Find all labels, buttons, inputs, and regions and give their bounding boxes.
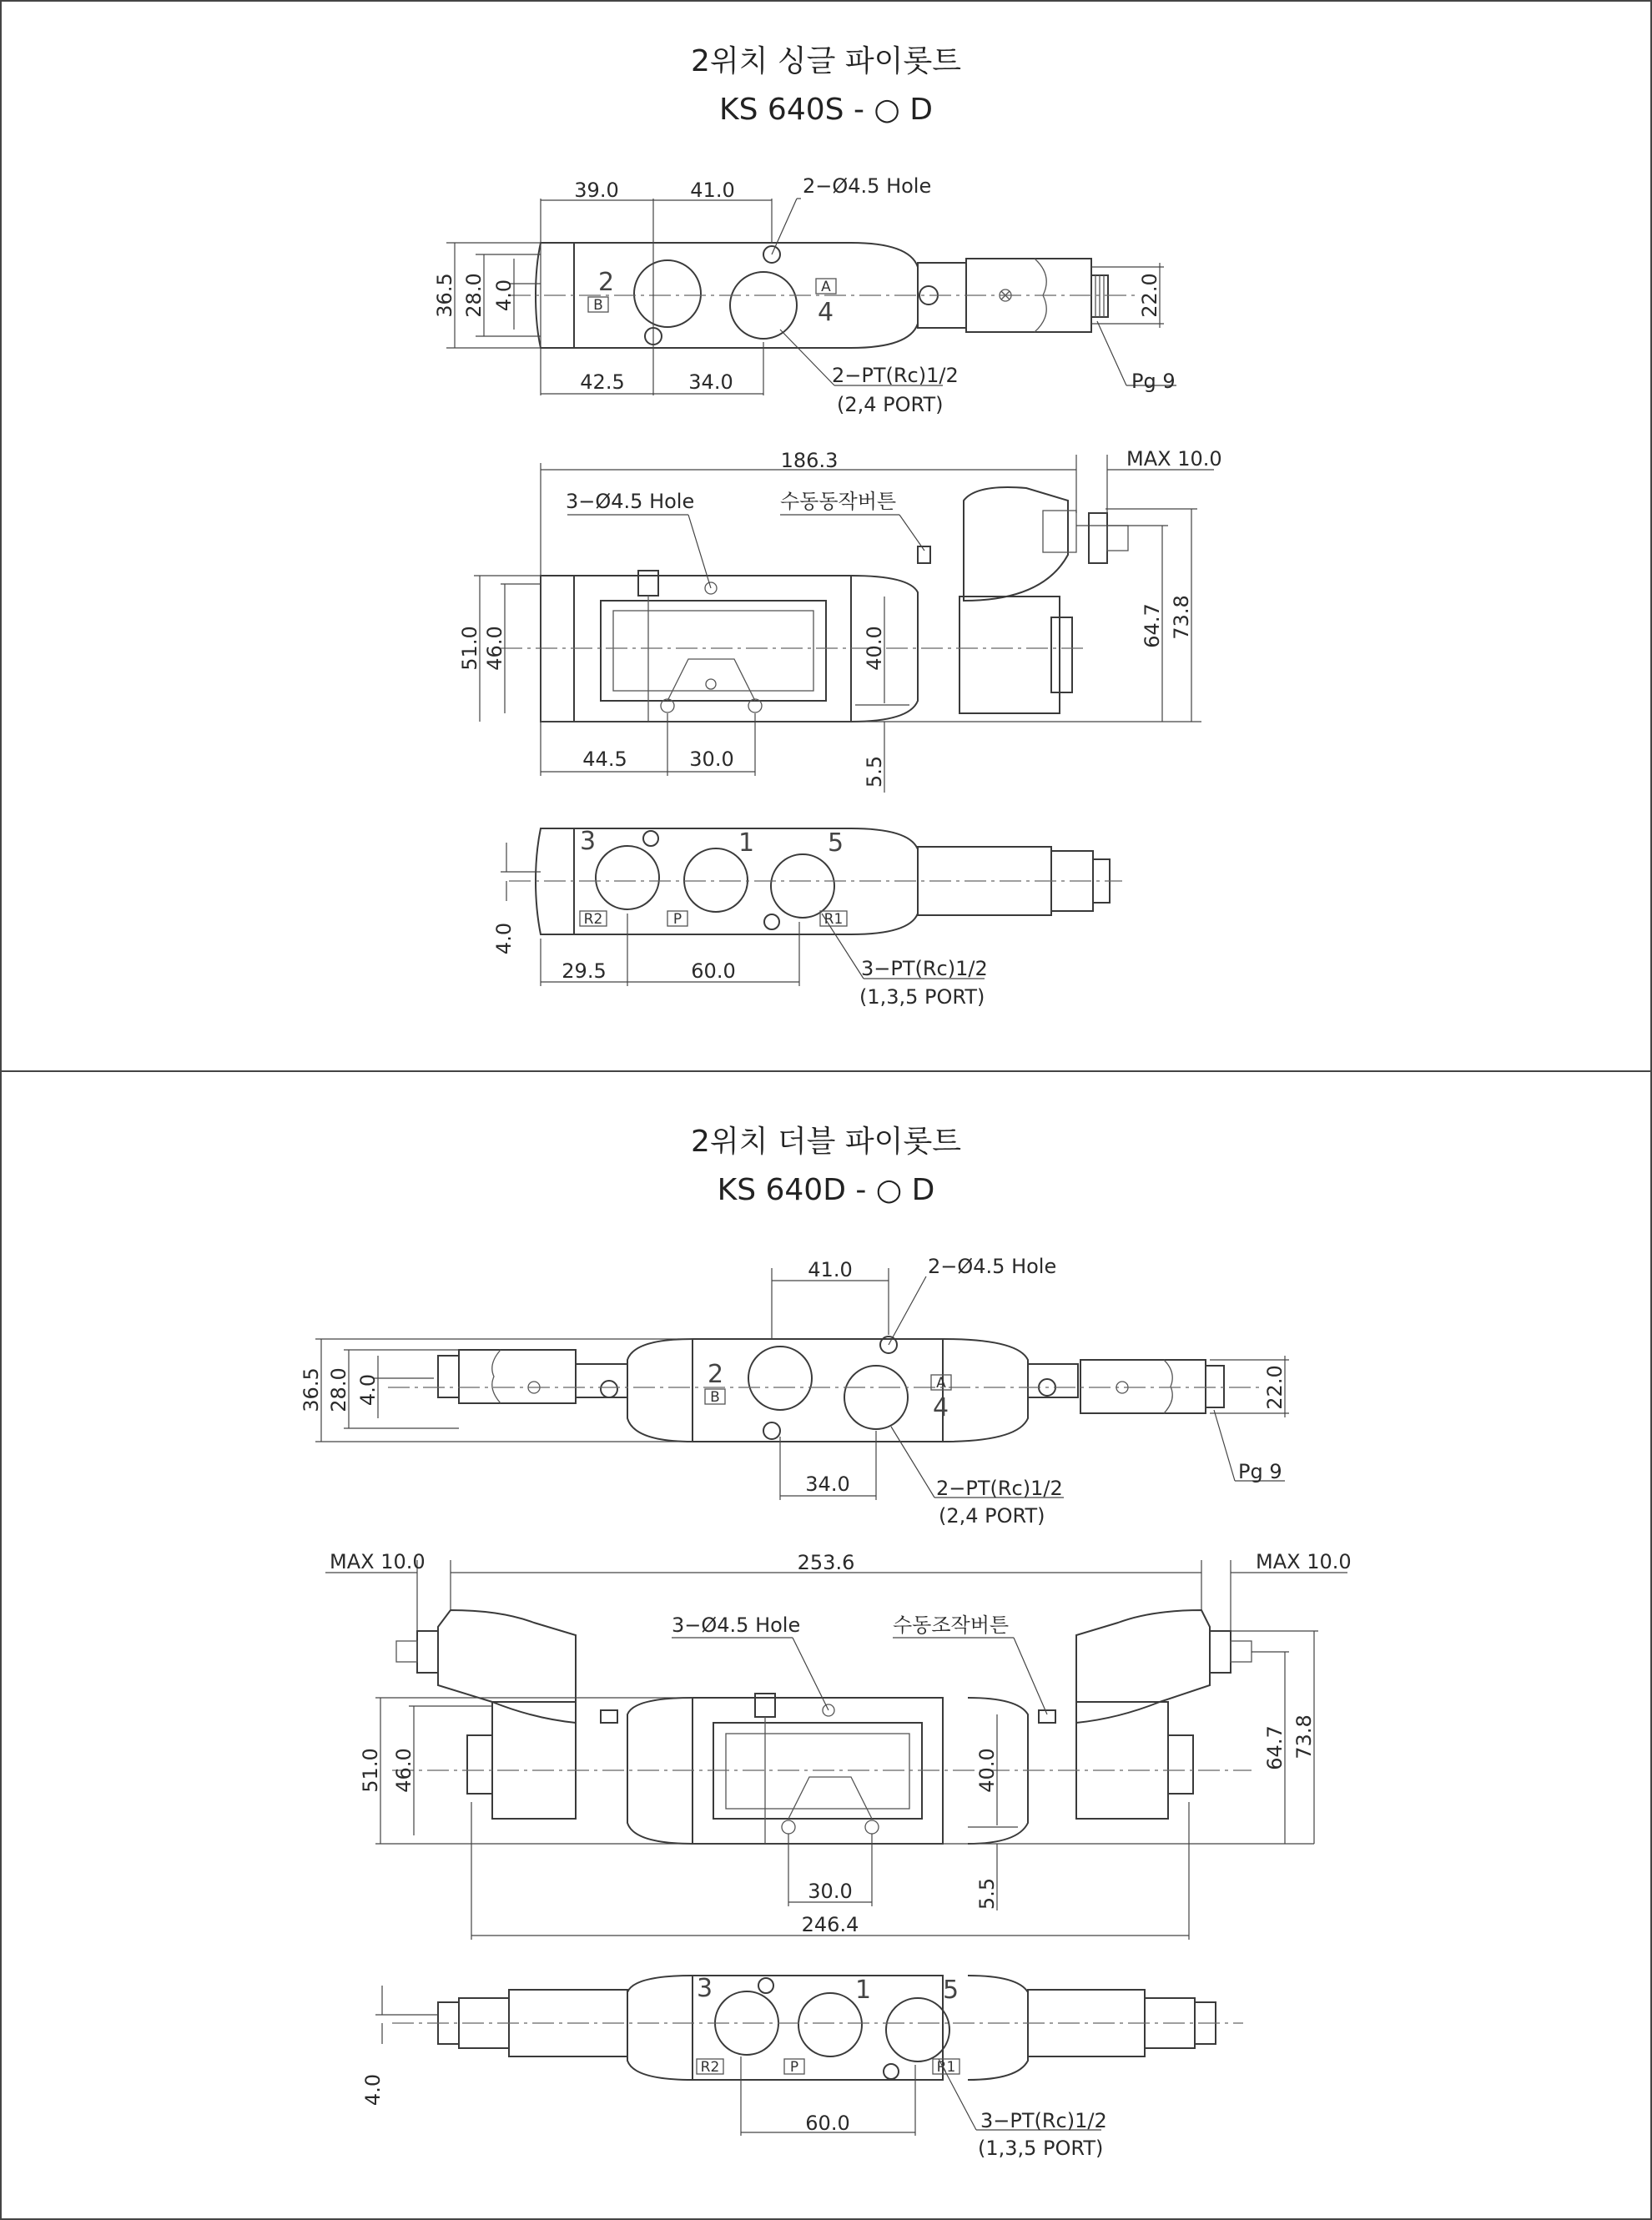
dim-41: 41.0 bbox=[808, 1258, 853, 1281]
port-label-4: 4 bbox=[818, 298, 834, 327]
hole bbox=[643, 831, 658, 846]
port-tag-b-text: B bbox=[710, 1389, 720, 1406]
single-bottom-port-5 bbox=[771, 854, 834, 918]
screw-icon bbox=[601, 1381, 617, 1397]
single-side-pin bbox=[638, 571, 658, 596]
dim-29-5: 29.5 bbox=[562, 959, 607, 983]
single-side-connector bbox=[964, 487, 1068, 601]
dim-36-5: 36.5 bbox=[300, 1367, 323, 1412]
dim-4: 4.0 bbox=[492, 922, 516, 955]
double-bottom-port-1 bbox=[798, 1993, 862, 2056]
hole bbox=[884, 2064, 899, 2079]
double-side-hole-note: 3−Ø4.5 Hole bbox=[672, 1613, 801, 1637]
dim-34: 34.0 bbox=[688, 370, 733, 394]
double-bottom-port-note: 3−PT(Rc)1/2 bbox=[980, 2109, 1107, 2132]
double-top-gland-right bbox=[1206, 1366, 1224, 1407]
double-side-manual-note: 수동조작버튼 bbox=[893, 1613, 1010, 1637]
double-side-coil-right bbox=[1076, 1702, 1168, 1819]
leader bbox=[891, 1427, 934, 1498]
single-side-lamp bbox=[1051, 617, 1072, 692]
port-tag-r2-text: R2 bbox=[700, 2059, 720, 2076]
single-bottom-port-1 bbox=[684, 848, 748, 912]
double-top-pilot-right bbox=[943, 1339, 1028, 1442]
dim-42-5: 42.5 bbox=[580, 370, 625, 394]
single-top-view bbox=[433, 174, 1176, 416]
hole bbox=[706, 679, 716, 689]
hole bbox=[758, 1978, 773, 1993]
double-top-port-2 bbox=[748, 1347, 812, 1410]
port-tag-a-text: A bbox=[936, 1375, 946, 1392]
port-label-3: 3 bbox=[697, 1974, 713, 2003]
dim-4: 4.0 bbox=[356, 1373, 380, 1407]
hole bbox=[763, 1422, 780, 1439]
double-bottom-port-note2: (1,3,5 PORT) bbox=[978, 2137, 1104, 2160]
cable bbox=[396, 1641, 417, 1662]
single-top-port-2 bbox=[634, 260, 701, 327]
single-model: KS 640S - ○ D bbox=[719, 93, 933, 127]
port-label-1: 1 bbox=[855, 1976, 872, 2005]
port-tag-r2-text: R2 bbox=[583, 911, 603, 928]
curve bbox=[492, 1350, 501, 1403]
double-pilot-section bbox=[300, 1125, 1352, 2160]
single-side-coil bbox=[959, 597, 1060, 713]
double-bottom-port-5 bbox=[886, 1998, 949, 2061]
double-side-spool-shape bbox=[788, 1777, 872, 1819]
double-title: 2위치 더블 파이롯트 bbox=[691, 1125, 961, 1159]
dim-64-7: 64.7 bbox=[1263, 1725, 1287, 1770]
port-label-1: 1 bbox=[738, 828, 755, 858]
port-label-5: 5 bbox=[828, 828, 844, 858]
leader bbox=[688, 515, 711, 588]
dim-max-10: MAX 10.0 bbox=[1126, 447, 1222, 471]
leader bbox=[889, 1276, 926, 1345]
dim-5-5: 5.5 bbox=[863, 755, 886, 788]
single-bottom-port-note2: (1,3,5 PORT) bbox=[859, 985, 985, 1009]
dim-5-5: 5.5 bbox=[975, 1877, 999, 1910]
dim-22: 22.0 bbox=[1263, 1365, 1287, 1410]
dim-64-7: 64.7 bbox=[1141, 603, 1164, 648]
double-side-coil-left bbox=[492, 1702, 576, 1819]
dim-41: 41.0 bbox=[690, 179, 735, 202]
dim-4: 4.0 bbox=[492, 279, 516, 312]
double-top-port-4 bbox=[844, 1366, 908, 1429]
double-top-port-note: 2−PT(Rc)1/2 bbox=[936, 1477, 1063, 1500]
leader bbox=[1214, 1410, 1235, 1481]
hole bbox=[782, 1820, 795, 1834]
hole bbox=[865, 1820, 879, 1834]
dim-60: 60.0 bbox=[691, 959, 736, 983]
single-side-manual-note: 수동동작버튼 bbox=[780, 490, 897, 513]
dim-253-6: 253.6 bbox=[797, 1551, 855, 1574]
single-bottom-port-note: 3−PT(Rc)1/2 bbox=[861, 957, 988, 980]
port-tag-b-text: B bbox=[593, 297, 603, 314]
port-tag-a-text: A bbox=[821, 279, 831, 295]
dim-4: 4.0 bbox=[361, 2073, 385, 2107]
port-tag-r1-text: R1 bbox=[936, 2059, 956, 2076]
single-side-manual-btn bbox=[918, 546, 930, 563]
single-side-cable bbox=[1107, 526, 1128, 551]
double-top-view bbox=[300, 1255, 1289, 1528]
single-bottom-port-3 bbox=[596, 846, 659, 909]
double-bottom-pilot-left bbox=[627, 1976, 693, 2080]
double-top-pg-note: Pg 9 bbox=[1238, 1460, 1282, 1483]
double-side-lamp-left bbox=[467, 1735, 492, 1794]
single-side-spool-shape bbox=[667, 659, 755, 701]
double-bottom-view bbox=[361, 1974, 1243, 2160]
single-side-window-inner bbox=[613, 611, 813, 691]
double-top-connector-left bbox=[459, 1350, 576, 1403]
port-label-5: 5 bbox=[943, 1976, 959, 2005]
leader bbox=[936, 2059, 976, 2130]
double-side-manual-right bbox=[1039, 1710, 1055, 1723]
dim-51: 51.0 bbox=[359, 1748, 382, 1793]
dim-40: 40.0 bbox=[975, 1748, 999, 1793]
single-title: 2위치 싱글 파이롯트 bbox=[691, 44, 961, 78]
double-bottom-body bbox=[693, 1976, 943, 2080]
port-label-4: 4 bbox=[933, 1393, 949, 1422]
double-side-view bbox=[325, 1550, 1352, 1940]
leader bbox=[780, 330, 834, 385]
dim-36-5: 36.5 bbox=[433, 273, 456, 318]
single-top-pg-note: Pg 9 bbox=[1131, 370, 1176, 393]
single-side-window bbox=[601, 601, 826, 701]
double-top-gland-left bbox=[438, 1356, 459, 1397]
dim-max-left: MAX 10.0 bbox=[330, 1550, 426, 1573]
single-side-gland bbox=[1089, 513, 1107, 563]
dim-34: 34.0 bbox=[805, 1472, 850, 1496]
curve bbox=[1164, 1360, 1172, 1413]
cable bbox=[1231, 1641, 1252, 1662]
single-pilot-section bbox=[433, 44, 1222, 1009]
dim-30: 30.0 bbox=[689, 748, 734, 771]
double-top-body bbox=[693, 1339, 943, 1442]
port-tag-p-text: P bbox=[789, 2059, 799, 2076]
single-top-port-4 bbox=[730, 272, 797, 339]
leader bbox=[1014, 1638, 1047, 1714]
double-top-connector-right bbox=[1080, 1360, 1206, 1413]
dim-73-8: 73.8 bbox=[1292, 1714, 1316, 1759]
dim-186-3: 186.3 bbox=[780, 449, 839, 472]
double-side-connector-right bbox=[1076, 1610, 1210, 1723]
double-side-gland-left bbox=[417, 1631, 438, 1673]
dim-40: 40.0 bbox=[863, 626, 886, 671]
dim-22: 22.0 bbox=[1138, 273, 1161, 318]
leader bbox=[899, 515, 924, 551]
single-top-hole-note: 2−Ø4.5 Hole bbox=[803, 174, 932, 198]
double-side-manual-left bbox=[601, 1710, 617, 1723]
port-tag-r1-text: R1 bbox=[823, 911, 844, 928]
dim-39: 39.0 bbox=[574, 179, 619, 202]
dim-73-8: 73.8 bbox=[1170, 595, 1193, 640]
port-label-2: 2 bbox=[708, 1360, 724, 1389]
dim-28: 28.0 bbox=[327, 1367, 350, 1412]
double-side-lamp-right bbox=[1168, 1735, 1193, 1794]
double-bottom-pilot-right bbox=[968, 1976, 1028, 2080]
leader bbox=[793, 1638, 829, 1710]
port-label-3: 3 bbox=[580, 827, 597, 856]
dim-max-right: MAX 10.0 bbox=[1256, 1550, 1352, 1573]
leader bbox=[772, 199, 797, 254]
single-top-port-note: 2−PT(Rc)1/2 bbox=[832, 364, 959, 387]
double-top-pilot-left bbox=[627, 1339, 693, 1442]
port-tag-p-text: P bbox=[672, 911, 682, 928]
hole bbox=[764, 914, 779, 929]
port-label-2: 2 bbox=[598, 268, 615, 297]
double-top-hole-note: 2−Ø4.5 Hole bbox=[928, 1255, 1057, 1278]
double-side-gland-right bbox=[1210, 1631, 1231, 1673]
double-model: KS 640D - ○ D bbox=[717, 1173, 935, 1207]
single-side-view bbox=[458, 447, 1222, 793]
double-top-port-note2: (2,4 PORT) bbox=[939, 1504, 1045, 1528]
dim-51: 51.0 bbox=[458, 626, 481, 671]
dim-30: 30.0 bbox=[808, 1880, 853, 1903]
single-top-port-note2: (2,4 PORT) bbox=[837, 393, 944, 416]
dim-60: 60.0 bbox=[805, 2112, 850, 2135]
dim-246-4: 246.4 bbox=[801, 1913, 859, 1936]
dim-28: 28.0 bbox=[462, 273, 486, 318]
dim-46: 46.0 bbox=[483, 626, 506, 671]
dim-46: 46.0 bbox=[392, 1748, 416, 1793]
leader bbox=[1097, 321, 1126, 385]
dim-44-5: 44.5 bbox=[582, 748, 627, 771]
single-bottom-view bbox=[492, 827, 1122, 1009]
single-side-hole-note: 3−Ø4.5 Hole bbox=[566, 490, 695, 513]
double-side-window-inner bbox=[726, 1734, 909, 1809]
single-side-connector-tab bbox=[1043, 511, 1076, 552]
